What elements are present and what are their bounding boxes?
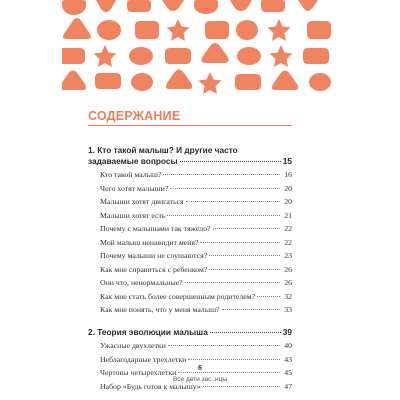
toc-item-page: 21 <box>284 210 292 220</box>
dot-leader <box>209 255 280 256</box>
heading-divider <box>88 125 292 126</box>
toc-item-page: 45 <box>284 368 292 378</box>
toc-item-label: Почему с малышами так тяжело? <box>100 224 211 234</box>
dot-leader <box>200 242 280 243</box>
toc-item-label: Малыши хотят есть <box>100 210 166 220</box>
dot-leader <box>213 228 280 229</box>
toc-item-page: 32 <box>284 291 292 301</box>
dot-leader <box>163 174 280 175</box>
dot-leader <box>180 161 281 162</box>
toc-item <box>100 195 292 209</box>
toc-item-label: Почему малыши не слушаются? <box>100 251 208 261</box>
dot-leader <box>188 359 280 360</box>
dot-leader <box>203 386 280 387</box>
toc-item <box>100 182 292 196</box>
toc-item <box>100 339 292 353</box>
toc-item-label: Как мне понять, что у меня малыш? <box>100 305 220 315</box>
dot-leader <box>168 345 280 346</box>
dot-leader <box>210 332 281 333</box>
toc-item <box>100 303 292 317</box>
toc-item-label: Кто такой малыш? <box>100 170 162 179</box>
toc-item <box>100 168 292 182</box>
toc-item-page: 47 <box>284 381 292 391</box>
dot-leader <box>222 309 280 310</box>
toc-item <box>100 236 292 250</box>
table-of-contents <box>88 131 292 393</box>
page-title: СОДЕРЖАНИЕ <box>88 109 181 123</box>
toc-section <box>88 327 292 338</box>
running-footer-title: Все дети зас..нцы <box>172 376 228 383</box>
toc-section-title: 2. Теория эволюции малыша <box>88 327 208 338</box>
dot-leader <box>185 282 280 283</box>
toc-item-label: Как мне справиться с ребенком? <box>100 264 208 274</box>
dot-leader <box>186 201 280 202</box>
dot-leader <box>178 372 280 373</box>
toc-item-page: 23 <box>284 251 292 261</box>
toc-item-page: 22 <box>284 224 292 234</box>
toc-item <box>100 290 292 304</box>
toc-section-title: 1. Кто такой малыш? И другие часто <box>88 145 238 155</box>
toc-item-page: 26 <box>284 278 292 288</box>
toc-item-page: 43 <box>284 354 292 364</box>
toc-item <box>100 263 292 277</box>
toc-item-label: Малыши хотят двигаться <box>100 197 184 207</box>
dot-leader <box>209 269 280 270</box>
toc-section-title: задаваемые вопросы <box>88 156 178 166</box>
toc-item-page: 33 <box>284 305 292 315</box>
toc-item <box>100 249 292 263</box>
decorative-shapes-pattern <box>62 0 338 94</box>
page-number: 6 <box>198 365 202 372</box>
dot-leader <box>257 296 280 297</box>
toc-items <box>88 168 292 317</box>
toc-item-label: Чего хотят малыши? <box>100 183 169 193</box>
toc-item <box>100 276 292 290</box>
toc-item-label: Набор «Будь готов к малышу» <box>100 381 201 391</box>
toc-section-page: 39 <box>282 327 292 338</box>
toc-item-label: Неблагодарные трехлетки <box>100 354 187 364</box>
toc-section-page: 15 <box>282 156 292 166</box>
toc-item-label: Ужасные двухлетки <box>100 341 166 351</box>
toc-item-page: 20 <box>284 197 292 207</box>
dot-leader <box>167 215 280 216</box>
dot-leader <box>170 188 280 189</box>
toc-item <box>100 222 292 236</box>
toc-item-page: 40 <box>284 341 292 351</box>
toc-item-page: 20 <box>284 183 292 193</box>
toc-item-label: Чертовы четырехлетки <box>100 368 177 378</box>
toc-item-label: Как мне стать более совершенным родителем? <box>100 291 256 301</box>
toc-item-page: 22 <box>284 237 292 247</box>
toc-item-label: Мой малыш ненавидит меня? <box>100 237 199 247</box>
toc-section <box>88 145 292 167</box>
toc-item-page: 16 <box>284 170 292 179</box>
toc-item <box>100 209 292 223</box>
toc-item-label: Они что, ненормальные? <box>100 278 183 288</box>
toc-item-page: 26 <box>284 264 292 274</box>
